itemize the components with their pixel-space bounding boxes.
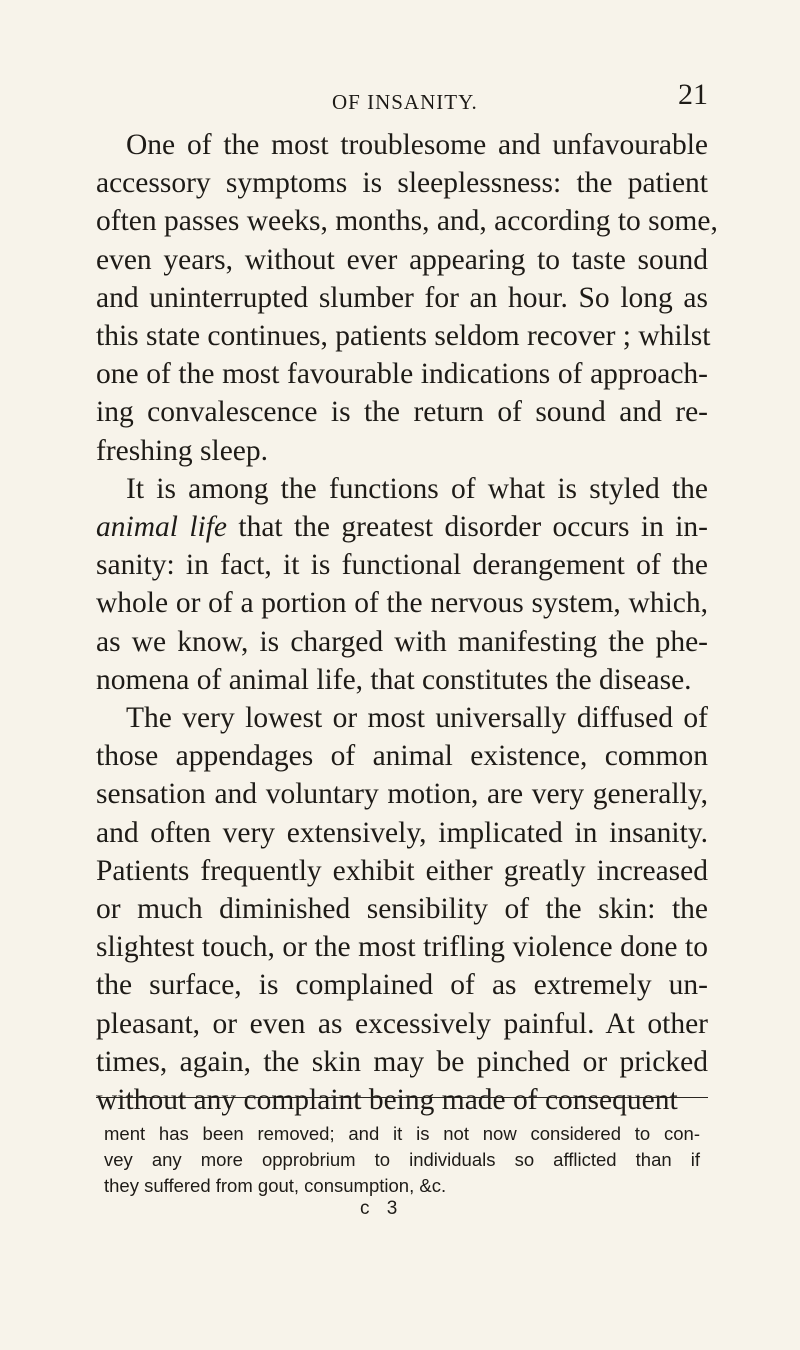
footnote-line: vey any more opprobrium to individuals so afflicted than if (104, 1149, 700, 1170)
text-line (96, 508, 708, 546)
paragraph-sleeplessness (96, 126, 718, 470)
text-line: the surface, is complained of as extremely un- (96, 969, 708, 1002)
text-line: as we know, is charged with manifesting the phe- (96, 625, 708, 658)
text-line: one of the most favourable indications of approach- (96, 358, 708, 391)
footnote (104, 1121, 700, 1199)
text-line: whole or of a portion of the nervous system, which, (96, 587, 708, 620)
text-line: Patients frequently exhibit either greatly increased (96, 854, 708, 887)
text-line: this state continues, patients seldom recover ; whilst (96, 320, 711, 353)
text-line: without any complaint being made of consequent (96, 1084, 678, 1117)
footnote-rule (96, 1097, 708, 1098)
text-line: One of the most troublesome and unfavourable (126, 129, 708, 161)
signature-mark: c 3 (360, 1198, 404, 1219)
text-line: sanity: in fact, it is functional derangement of the (96, 549, 708, 582)
text-line: and uninterrupted slumber for an hour. So long as (96, 281, 708, 314)
running-head (96, 78, 708, 118)
body-text (96, 126, 718, 1119)
text-line: ing convalescence is the return of sound and re- (96, 396, 708, 429)
footnote-line: ment has been removed; and it is not now considered to con- (104, 1123, 700, 1144)
italic-term: animal life (96, 511, 227, 544)
text-line: freshing sleep. (96, 434, 269, 467)
text-line: nomena of animal life, that constitutes the disease. (96, 663, 692, 696)
text-line: even years, without ever appearing to taste sound (96, 243, 708, 276)
text-line: accessory symptoms is sleeplessness: the patient (96, 167, 708, 200)
footnote-line: they suffered from gout, consumption, &c. (104, 1175, 447, 1196)
text-line: those appendages of animal existence, common (96, 740, 708, 773)
page-number: 21 (678, 78, 708, 111)
paragraph-sensation (96, 699, 708, 1119)
running-title: OF INSANITY. (332, 90, 478, 114)
text-line: or much diminished sensibility of the skin: the (96, 893, 708, 926)
paragraph-animal-life (96, 470, 708, 699)
text-line: times, again, the skin may be pinched or pricked (96, 1045, 708, 1078)
text-line: often passes weeks, months, and, according to some, (96, 205, 718, 238)
text-line: pleasant, or even as excessively painful. At other (96, 1007, 708, 1040)
text-line: and often very extensively, implicated in insanity. (96, 816, 708, 849)
text-fragment: that the greatest disorder occurs in in- (227, 511, 708, 544)
text-line: slightest touch, or the most trifling violence done to (96, 931, 708, 964)
text-line: It is among the functions of what is styled the (126, 472, 708, 505)
text-line: sensation and voluntary motion, are very generally, (96, 778, 708, 811)
text-line: The very lowest or most universally diffused of (126, 702, 708, 735)
